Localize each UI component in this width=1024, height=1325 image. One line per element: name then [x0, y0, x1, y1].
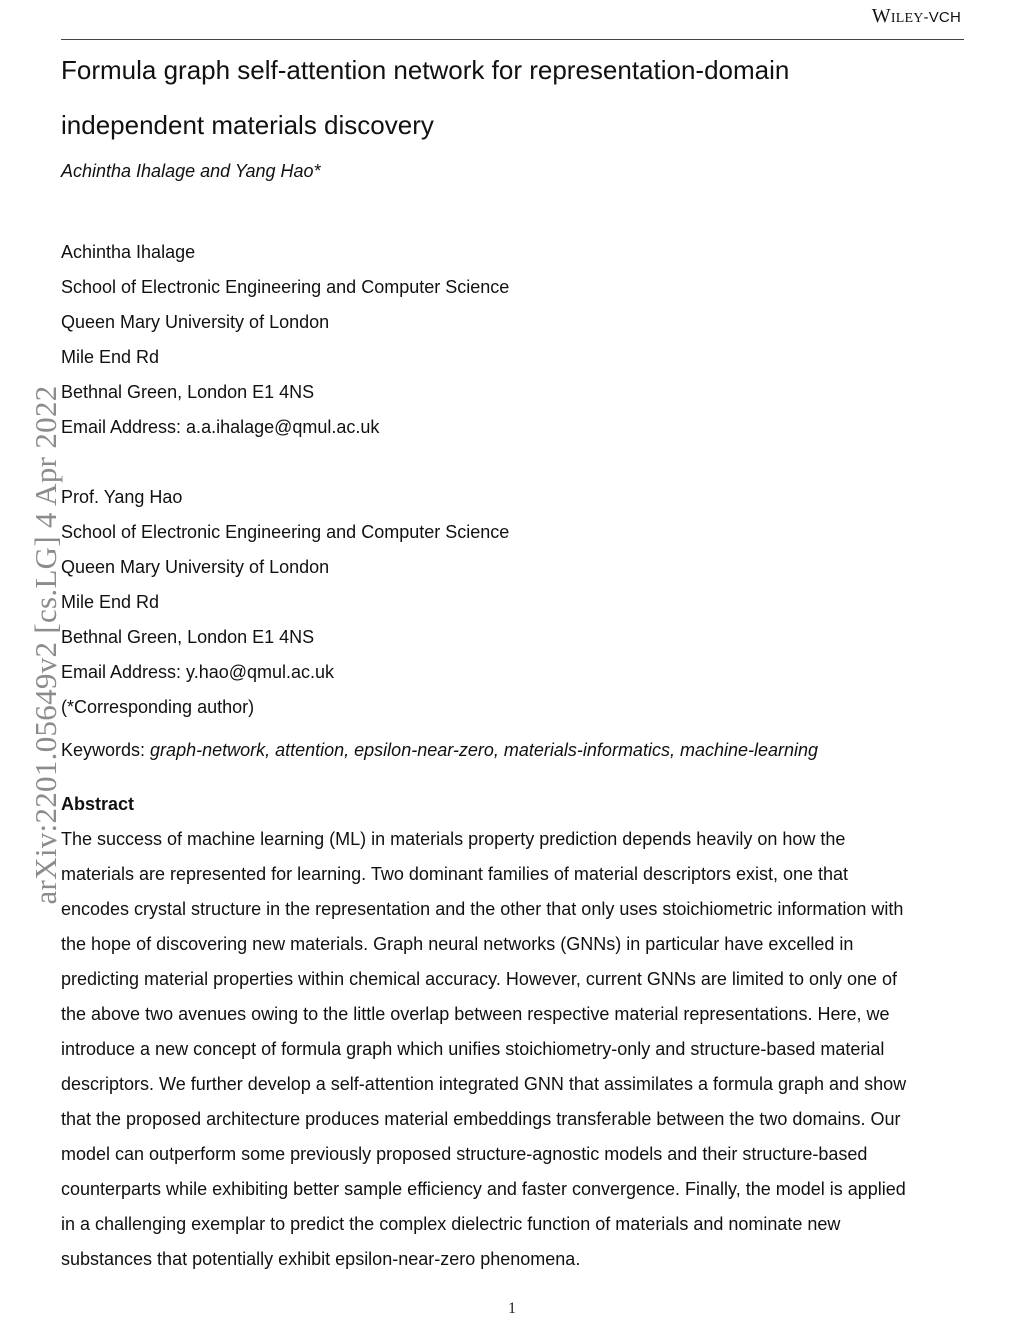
affiliation-2-city: Bethnal Green, London E1 4NS — [61, 627, 315, 647]
corresponding-author-note: (*Corresponding author) — [61, 697, 255, 717]
abstract-line: predicting material properties within chemical accuracy. However, current GNNs are limited to only one of — [61, 969, 898, 989]
keywords-values: graph-network, attention, epsilon-near-zero, materials-informatics, machine-learning — [150, 740, 819, 760]
arxiv-stamp: arXiv:2201.05649v2 [cs.LG] 4 Apr 2022 — [28, 385, 63, 905]
abstract-line: descriptors. We further develop a self-attention integrated GNN that assimilates a formula graph and show — [61, 1074, 907, 1094]
abstract-line: materials are represented for learning. Two dominant families of material descriptors exist, one that — [61, 864, 849, 884]
abstract-line: the hope of discovering new materials. Graph neural networks (GNNs) in particular have excelled in — [61, 934, 854, 954]
paper-title-line-1: Formula graph self-attention network for representation-domain — [61, 55, 790, 85]
affiliation-2-university: Queen Mary University of London — [61, 557, 330, 577]
abstract-line: substances that potentially exhibit epsilon-near-zero phenomena. — [61, 1249, 581, 1269]
abstract-line: encodes crystal structure in the representation and the other that only uses stoichiometric information with — [61, 899, 904, 919]
keywords-label: Keywords: — [61, 740, 151, 760]
affiliation-2-name: Prof. Yang Hao — [61, 487, 183, 507]
affiliation-1-name: Achintha Ihalage — [61, 242, 196, 262]
abstract-line: introduce a new concept of formula graph which unifies stoichiometry-only and structure-based material — [61, 1039, 885, 1059]
affiliation-1-university: Queen Mary University of London — [61, 312, 330, 332]
keywords — [61, 739, 818, 761]
abstract-line: model can outperform some previously proposed structure-agnostic models and their structure-based — [61, 1144, 868, 1164]
affiliation-1-email: Email Address: a.a.ihalage@qmul.ac.uk — [61, 417, 380, 437]
affiliation-1-department: School of Electronic Engineering and Computer Science — [61, 277, 510, 297]
abstract-line: that the proposed architecture produces material embeddings transferable between the two domains. Our — [61, 1109, 901, 1129]
header-divider — [61, 39, 964, 40]
affiliation-2-street: Mile End Rd — [61, 592, 160, 612]
affiliation-1-street: Mile End Rd — [61, 347, 160, 367]
page-number: 1 — [508, 1300, 516, 1317]
abstract-line: in a challenging exemplar to predict the complex dielectric function of materials and nominate new — [61, 1214, 841, 1234]
affiliation-2-email: Email Address: y.hao@qmul.ac.uk — [61, 662, 335, 682]
abstract-line: counterparts while exhibiting better sample efficiency and faster convergence. Finally, the model is applied — [61, 1179, 906, 1199]
abstract-heading: Abstract — [61, 794, 135, 814]
publisher-name: Wiley — [871, 5, 924, 27]
affiliation-1-city: Bethnal Green, London E1 4NS — [61, 382, 315, 402]
paper-title-line-2: independent materials discovery — [61, 110, 434, 140]
abstract-line: the above two avenues owing to the little overlap between respective material representations. Here, we — [61, 1004, 890, 1024]
publisher-suffix: -VCH — [923, 9, 961, 26]
affiliation-2-department: School of Electronic Engineering and Computer Science — [61, 522, 510, 542]
author-list: Achintha Ihalage and Yang Hao* — [61, 161, 321, 181]
publisher-logo — [872, 5, 961, 28]
abstract-line: The success of machine learning (ML) in materials property prediction depends heavily on how the — [61, 829, 846, 849]
